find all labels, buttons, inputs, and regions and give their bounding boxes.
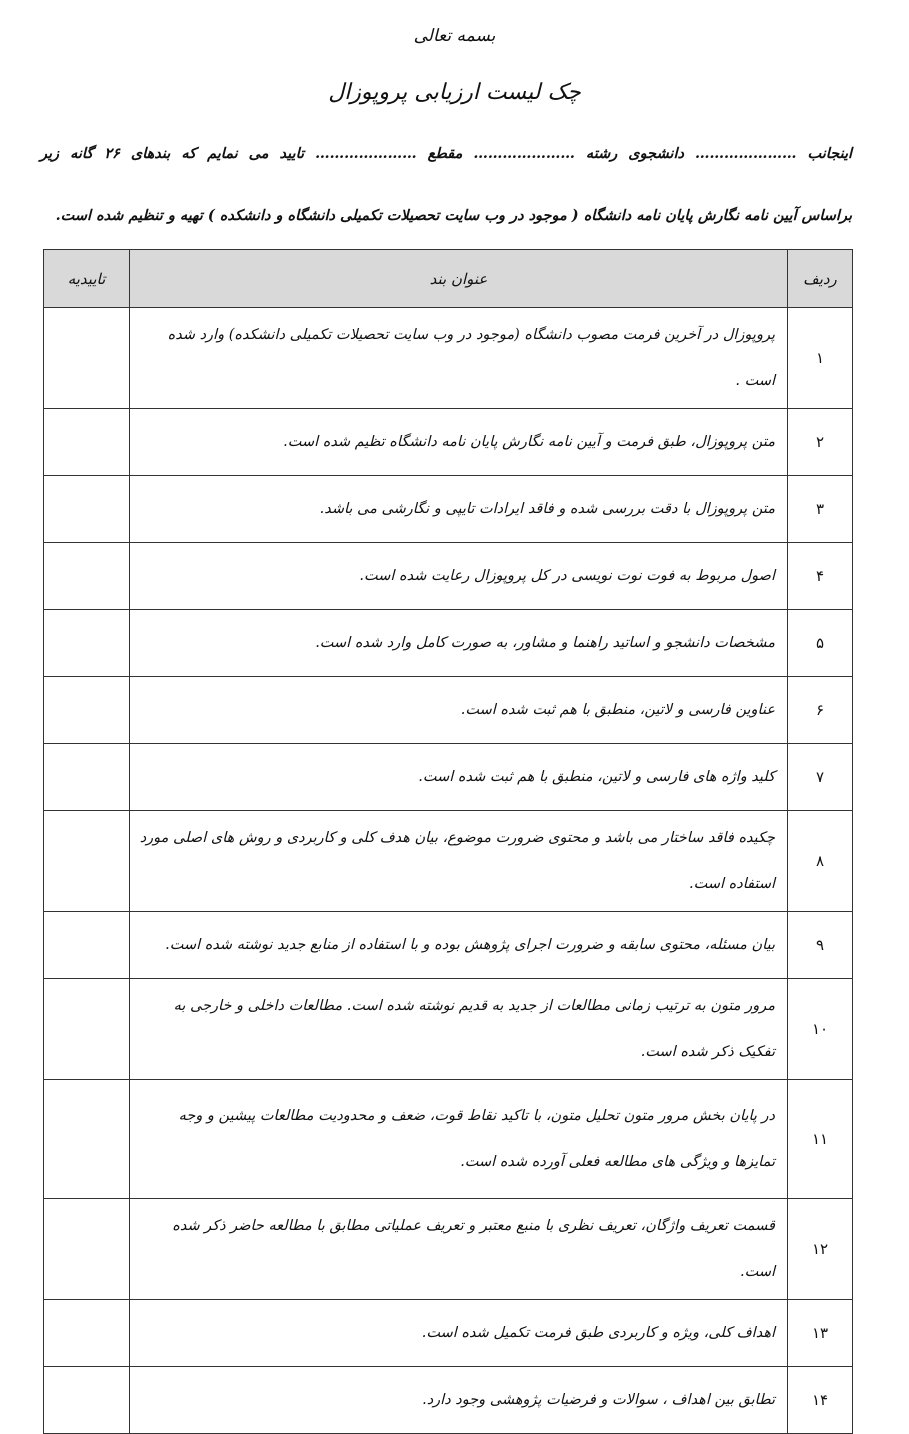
table-row — [44, 308, 853, 409]
approval-cell[interactable] — [44, 1080, 130, 1199]
table-row — [44, 1080, 853, 1199]
table-row — [44, 1199, 853, 1300]
row-number: ۱ — [788, 308, 853, 409]
row-number: ۵ — [788, 610, 853, 677]
table-row — [44, 543, 853, 610]
table-row — [44, 1300, 853, 1367]
table-row — [44, 677, 853, 744]
row-text: عناوین فارسی و لاتین، منطبق با هم ثبت شده است. — [130, 677, 788, 744]
approval-cell[interactable] — [44, 543, 130, 610]
row-number: ۸ — [788, 811, 853, 912]
row-number: ۲ — [788, 409, 853, 476]
approval-cell[interactable] — [44, 1300, 130, 1367]
row-number: ۹ — [788, 912, 853, 979]
row-number: ۱۲ — [788, 1199, 853, 1300]
row-number: ۱۴ — [788, 1367, 853, 1434]
approval-cell[interactable] — [44, 979, 130, 1080]
approval-cell[interactable] — [44, 1199, 130, 1300]
table-row — [44, 744, 853, 811]
header-approval: تاییدیه — [44, 250, 130, 308]
approval-cell[interactable] — [44, 811, 130, 912]
approval-cell[interactable] — [44, 912, 130, 979]
row-text: اصول مربوط به فوت نوت نویسی در کل پروپوزال رعایت شده است. — [130, 543, 788, 610]
row-text: پروپوزال در آخرین فرمت مصوب دانشگاه (موجود در وب سایت تحصیلات تکمیلی دانشکده) وارد شده است . — [130, 308, 788, 409]
checklist-body — [44, 308, 853, 1434]
row-number: ۶ — [788, 677, 853, 744]
row-number: ۷ — [788, 744, 853, 811]
approval-cell[interactable] — [44, 409, 130, 476]
row-text: مشخصات دانشجو و اساتید راهنما و مشاور، به صورت کامل وارد شده است. — [130, 610, 788, 677]
row-text: قسمت تعریف واژگان، تعریف نظری با منبع معتبر و تعریف عملیاتی مطابق با مطالعه حاضر ذکر شده است. — [130, 1199, 788, 1300]
table-row — [44, 912, 853, 979]
table-row — [44, 476, 853, 543]
approval-cell[interactable] — [44, 308, 130, 409]
table-row — [44, 979, 853, 1080]
row-text: بیان مسئله، محتوی سابقه و ضرورت اجرای پژوهش بوده و با استفاده از منابع جدید نوشته شده است. — [130, 912, 788, 979]
row-number: ۱۱ — [788, 1080, 853, 1199]
row-text: چکیده فاقد ساختار می باشد و محتوی ضرورت موضوع، بیان هدف کلی و کاربردی و روش های اصلی مورد استفاده است. — [130, 811, 788, 912]
table-row — [44, 409, 853, 476]
header-row-number: ردیف — [788, 250, 853, 308]
header-item-title: عنوان بند — [130, 250, 788, 308]
table-header-row — [44, 250, 853, 308]
approval-cell[interactable] — [44, 677, 130, 744]
bismillah-heading: بسمه تعالی — [413, 26, 496, 46]
intro-line-1: اینجانب ………………… دانشجوی رشته ………………… مقطع ………………… تایید می نمایم که بندهای ۲۶ گانه زیر — [40, 145, 853, 162]
row-number: ۱۰ — [788, 979, 853, 1080]
intro-line-2: براساس آیین نامه نگارش پایان نامه دانشگاه ( موجود در وب سایت تحصیلات تکمیلی دانشگاه و دانشکده ) تهیه و تنظیم شده است. — [55, 207, 852, 224]
table-row — [44, 1367, 853, 1434]
row-text: اهداف کلی، ویژه و کاربردی طبق فرمت تکمیل شده است. — [130, 1300, 788, 1367]
row-text: متن پروپوزال، طبق فرمت و آیین نامه نگارش پایان نامه دانشگاه تظیم شده است. — [130, 409, 788, 476]
row-text: مرور متون به ترتیب زمانی مطالعات از جدید به قدیم نوشته شده است. مطالعات داخلی و خارجی به تفکیک ذکر شده است. — [130, 979, 788, 1080]
approval-cell[interactable] — [44, 476, 130, 543]
approval-cell[interactable] — [44, 744, 130, 811]
approval-cell[interactable] — [44, 610, 130, 677]
table-row — [44, 811, 853, 912]
row-text: متن پروپوزال با دقت بررسی شده و فاقد ایرادات تایپی و نگارشی می باشد. — [130, 476, 788, 543]
row-text: در پایان بخش مرور متون تحلیل متون، با تاکید نقاط قوت، ضعف و محدودیت مطالعات پیشین و وجه تمایزها و ویژگی های مطالعه فعلی آورده شده است. — [130, 1080, 788, 1199]
row-text: کلید واژه های فارسی و لاتین، منطبق با هم ثبت شده است. — [130, 744, 788, 811]
row-number: ۳ — [788, 476, 853, 543]
table-row — [44, 610, 853, 677]
approval-cell[interactable] — [44, 1367, 130, 1434]
row-text: تطابق بین اهداف ، سوالات و فرضیات پژوهشی وجود دارد. — [130, 1367, 788, 1434]
row-number: ۴ — [788, 543, 853, 610]
checklist-table — [43, 249, 853, 1434]
row-number: ۱۳ — [788, 1300, 853, 1367]
document-title: چک لیست ارزیابی پروپوزال — [328, 80, 581, 105]
